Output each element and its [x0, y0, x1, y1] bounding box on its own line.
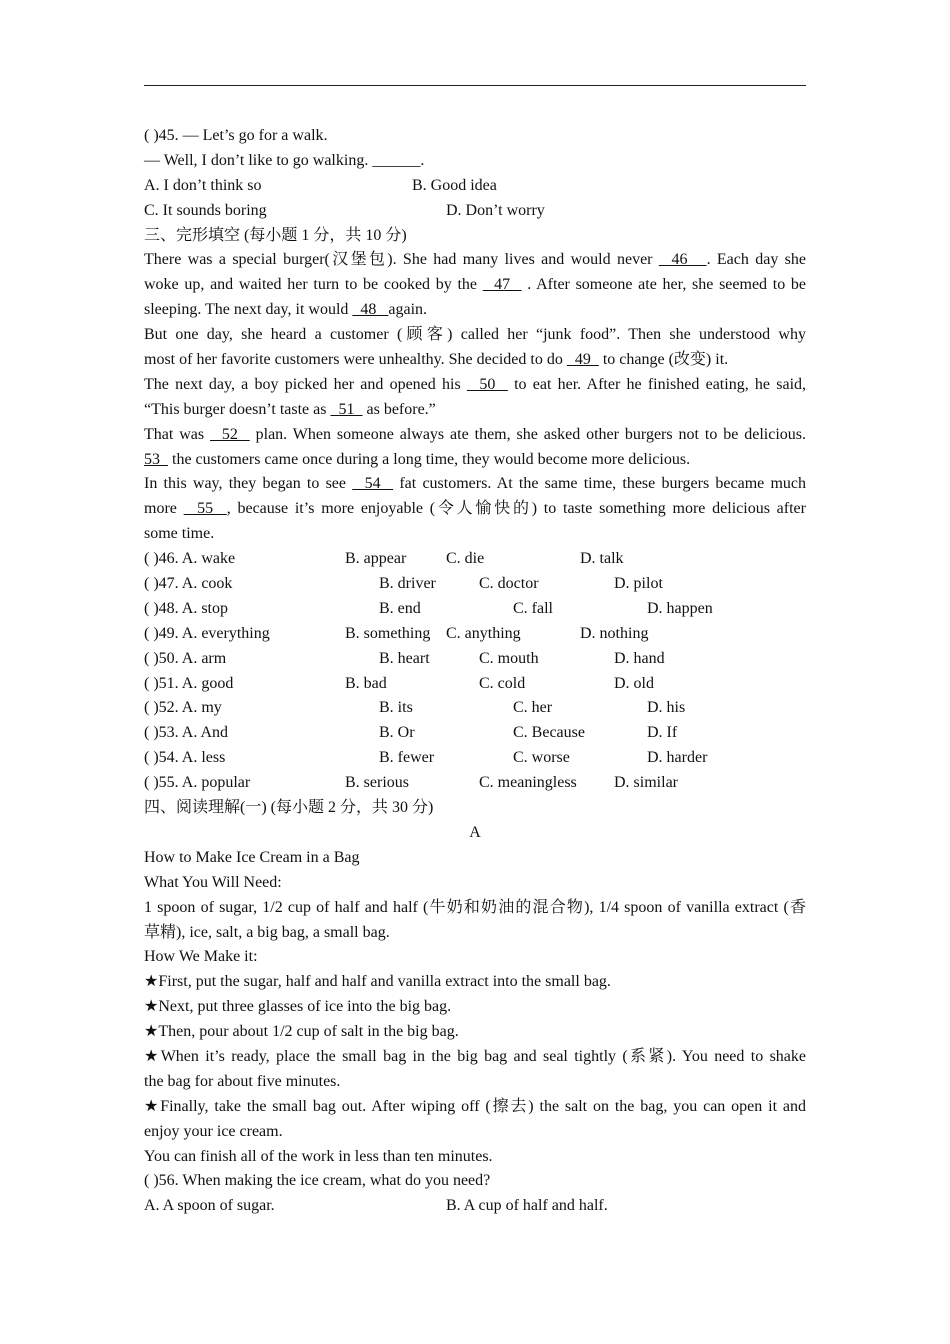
choice-55-a: ( )55. A. popular [144, 774, 251, 792]
choice-55-b: B. serious [345, 774, 409, 792]
choice-row-46 [144, 547, 806, 572]
choice-row-53 [144, 721, 806, 746]
cloze-paragraph-3: The next day, a boy picked her and opened his 50 to eat her. After he finished eating, he said, “This burger doesn’t taste as 51 as before.” [144, 375, 807, 418]
choice-51-b: B. bad [345, 674, 387, 692]
ingredients-text: 1 spoon of sugar, 1/2 cup of half and half (牛奶和奶油的混合物), 1/4 spoon of vanilla extract (香 草精), ice, salt, a big bag, a small bag. [144, 898, 806, 941]
choice-49-c: C. anything [446, 624, 521, 642]
choice-52-d: D. his [647, 699, 686, 717]
choice-50-b: B. heart [379, 649, 430, 667]
blank-46: 46 [658, 251, 707, 269]
q45-options-row1 [144, 174, 806, 199]
step-1: ★First, put the sugar, half and half and vanilla extract into the small bag. [144, 973, 611, 991]
choice-54-c: C. worse [513, 749, 570, 767]
choice-row-47 [144, 572, 806, 597]
header-rule [144, 85, 806, 86]
choice-49-d: D. nothing [580, 624, 649, 642]
choice-51-c: C. cold [479, 674, 526, 692]
choice-49-a: ( )49. A. everything [144, 624, 270, 642]
section3-heading: 三、完形填空 (每小题 1 分，共 10 分) [144, 226, 407, 244]
choice-50-d: D. hand [614, 649, 665, 667]
choice-47-b: B. driver [379, 575, 436, 593]
choice-47-a: ( )47. A. cook [144, 575, 233, 593]
blank-51: 51 [330, 400, 363, 418]
choice-49-b: B. something [345, 624, 431, 642]
choice-48-a: ( )48. A. stop [144, 599, 228, 617]
choice-53-a: ( )53. A. And [144, 724, 228, 742]
choice-row-52 [144, 696, 806, 721]
q56-stem: ( )56. When making the ice cream, what do you need? [144, 1172, 491, 1190]
q45-option-d: D. Don’t worry [446, 201, 545, 219]
cloze-paragraph-1: There was a special burger(汉堡包). She had many lives and would never 46 . Each day she woke up, and waited her turn to be cooked by the 47 . After someone ate her, she seemed to be sleeping. The next day, it would 48 again. [144, 251, 807, 319]
choice-50-c: C. mouth [479, 649, 539, 667]
choice-52-b: B. its [379, 699, 413, 717]
choice-53-c: C. Because [513, 724, 585, 742]
cloze-paragraph-5: In this way, they began to see 54 fat customers. At the same time, these burgers became much more 55 , because it’s more enjoyable (令人愉快的) to taste something more delicious after some time. [144, 475, 807, 543]
choice-47-d: D. pilot [614, 575, 663, 593]
choice-51-a: ( )51. A. good [144, 674, 234, 692]
passage-letter: A [469, 823, 481, 841]
choice-row-50 [144, 647, 806, 672]
choice-48-b: B. end [379, 599, 421, 617]
blank-52: 52 [210, 425, 250, 443]
choice-53-d: D. If [647, 724, 678, 742]
step-5: ★Finally, take the small bag out. After wiping off (擦去) the salt on the bag, you can open it and enjoy your ice cream. [144, 1097, 806, 1140]
choice-46-d: D. talk [580, 550, 624, 568]
choice-row-55 [144, 771, 806, 796]
choice-46-a: ( )46. A. wake [144, 550, 236, 568]
choice-48-d: D. happen [647, 599, 713, 617]
choice-55-d: D. similar [614, 774, 678, 792]
choice-47-c: C. doctor [479, 575, 539, 593]
q45-reply: — Well, I don’t like to go walking. ______. [144, 151, 425, 169]
q56-option-a: A. A spoon of sugar. [144, 1197, 275, 1215]
choice-row-48 [144, 597, 806, 622]
closing-text: You can finish all of the work in less than ten minutes. [144, 1147, 493, 1165]
q45-option-a: A. I don’t think so [144, 176, 262, 194]
need-heading: What You Will Need: [144, 873, 282, 891]
choice-53-b: B. Or [379, 724, 415, 742]
blank-49: 49 [566, 351, 599, 369]
choice-row-54 [144, 746, 806, 771]
choice-48-c: C. fall [513, 599, 553, 617]
blank-47: 47 [482, 276, 522, 294]
section4-heading: 四、阅读理解(一) (每小题 2 分，共 30 分) [144, 799, 434, 817]
q56-option-b: B. A cup of half and half. [446, 1197, 608, 1215]
cloze-paragraph-2: But one day, she heard a customer (顾客) called her “junk food”. Then she understood why most of her favorite customers were unhealthy. She decided to do 49 to change (改变) it. [144, 326, 806, 369]
cloze-choices [144, 547, 806, 796]
choice-54-a: ( )54. A. less [144, 749, 226, 767]
blank-54: 54 [352, 475, 394, 493]
q45-options-row2 [144, 199, 806, 224]
how-heading: How We Make it: [144, 948, 258, 966]
choice-55-c: C. meaningless [479, 774, 577, 792]
choice-row-49 [144, 622, 806, 647]
passage-title: How to Make Ice Cream in a Bag [144, 848, 360, 866]
step-3: ★Then, pour about 1/2 cup of salt in the big bag. [144, 1023, 459, 1041]
blank-55: 55 [183, 500, 227, 518]
choice-46-b: B. appear [345, 550, 407, 568]
choice-54-b: B. fewer [379, 749, 435, 767]
choice-54-d: D. harder [647, 749, 708, 767]
blank-50: 50 [466, 375, 508, 393]
q45-option-b: B. Good idea [412, 176, 497, 194]
step-4: ★When it’s ready, place the small bag in the big bag and seal tightly (系紧). You need to shake the bag for about five minutes. [144, 1047, 806, 1090]
choice-52-a: ( )52. A. my [144, 699, 222, 717]
choice-46-c: C. die [446, 550, 485, 568]
cloze-paragraph-4: That was 52 plan. When someone always ate them, she asked other burgers not to be delicious. 53 the customers came once during a long time, they would become more delicious. [144, 425, 807, 468]
blank-53: 53 [144, 450, 168, 468]
step-2: ★Next, put three glasses of ice into the big bag. [144, 998, 452, 1016]
q45-option-c: C. It sounds boring [144, 201, 267, 219]
blank-48: 48 [352, 301, 389, 319]
choice-52-c: C. her [513, 699, 553, 717]
choice-51-d: D. old [614, 674, 654, 692]
choice-row-51 [144, 672, 806, 697]
exam-page [144, 124, 806, 1219]
q45-stem: ( )45. — Let’s go for a walk. [144, 127, 328, 144]
q56-options [144, 1194, 806, 1219]
choice-50-a: ( )50. A. arm [144, 649, 227, 667]
